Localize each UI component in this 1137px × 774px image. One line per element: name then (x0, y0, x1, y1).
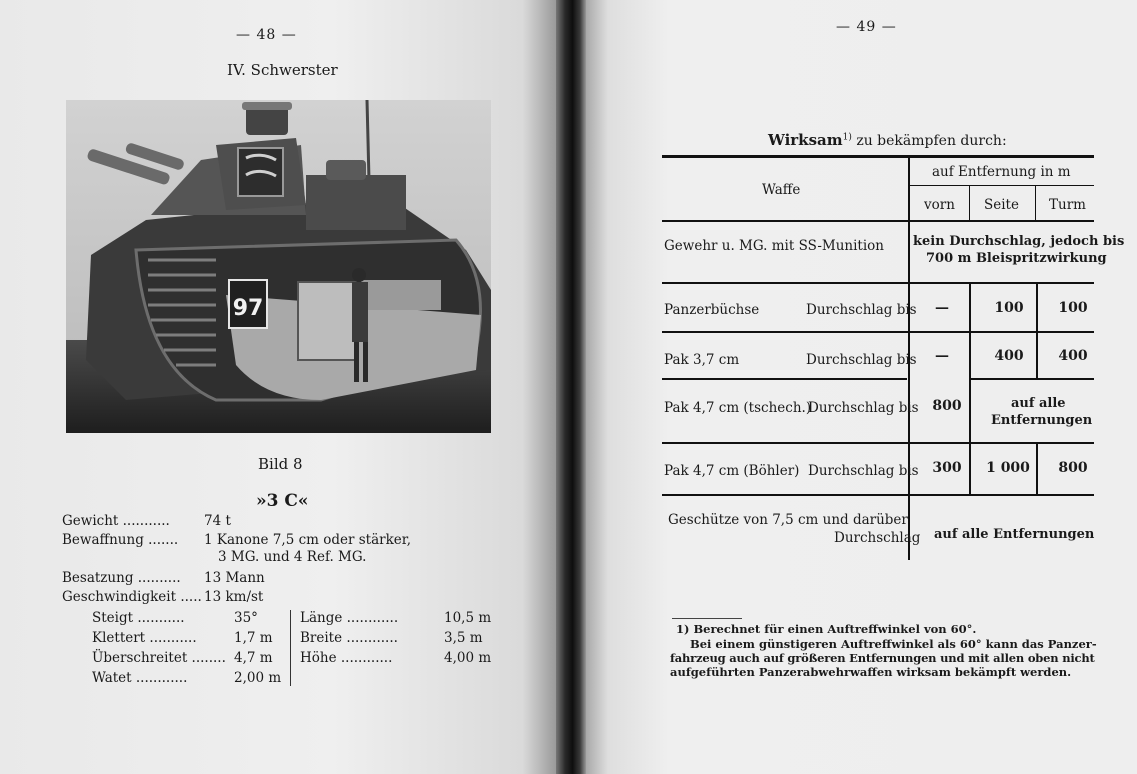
spec-length-value: 10,5 m (444, 610, 492, 626)
spec-crew-value: 13 Mann (204, 570, 265, 586)
row1-merged-line2: 700 m Bleispritzwirkung (926, 251, 1107, 266)
spec-climb: Steigt ........... (92, 610, 185, 626)
row2-effect: Durchschlag bis (806, 302, 917, 318)
header-seite: Seite (984, 197, 1019, 213)
row2-vorn: — (935, 300, 949, 316)
figure-caption: Bild 8 (258, 455, 303, 473)
spec-armament-value-2: 3 MG. und 4 Ref. MG. (218, 549, 367, 565)
col-rule-vorn-head (969, 186, 970, 222)
spec-length: Länge ............ (300, 610, 399, 626)
spec-speed: Geschwindigkeit ..... (62, 589, 202, 605)
spec-width-value: 3,5 m (444, 630, 483, 646)
row1-merged-line1: kein Durchschlag, jedoch bis (913, 234, 1125, 249)
row3-weapon: Pak 3,7 cm (664, 352, 740, 368)
footnote-line-3: fahrzeug auch auf größeren Entfernungen und mit allen oben nicht (670, 651, 1095, 665)
turret-number: 97 (232, 296, 264, 321)
row-rule-1 (662, 282, 1094, 284)
row2-turm: 100 (1058, 300, 1088, 316)
row3-seite: 400 (994, 348, 1024, 364)
spec-weight: Gewicht ........... (62, 513, 170, 529)
left-page (0, 0, 556, 774)
row-rule-3-partial (969, 378, 1094, 380)
row4-merged-line2: Entfernungen (991, 413, 1093, 428)
right-page (586, 0, 1137, 774)
page-number-right: — 49 — (836, 19, 897, 35)
header-vorn: vorn (924, 197, 955, 213)
row5-effect: Durchschlag bis (808, 463, 919, 479)
footnote-line-4: aufgeführten Panzerabwehrwaffen wirksam bekämpft werden. (670, 665, 1072, 679)
col-rule-seite-head (1035, 186, 1036, 222)
spec-step-value: 1,7 m (234, 630, 273, 646)
tank-illustration (66, 100, 491, 433)
header-distance-group: auf Entfernung in m (932, 164, 1071, 180)
row4-vorn: 800 (932, 398, 962, 414)
row5-turm: 800 (1058, 460, 1088, 476)
row5-vorn: 300 (932, 460, 962, 476)
spec-height: Höhe ............ (300, 650, 393, 666)
row-rule-4 (662, 442, 1094, 444)
row2-weapon: Panzerbüchse (664, 302, 760, 318)
spec-climb-value: 35° (234, 610, 258, 626)
spec-crew: Besatzung .......... (62, 570, 181, 586)
tank-photo (66, 100, 491, 433)
tank-title: »3 C« (256, 491, 309, 511)
spec-divider (290, 610, 291, 686)
book-gutter (556, 0, 586, 774)
row-rule-2 (662, 331, 1094, 333)
spec-height-value: 4,00 m (444, 650, 492, 666)
spec-step: Klettert ........... (92, 630, 197, 646)
spec-ford: Watet ............ (92, 670, 188, 686)
row6-merged: auf alle Entfernungen (934, 527, 1095, 542)
table-top-rule (662, 155, 1094, 158)
page-number-left: — 48 — (236, 27, 297, 43)
col-rule-seite-2 (1036, 444, 1038, 494)
spec-trench-value: 4,7 m (234, 650, 273, 666)
group-header-rule (908, 185, 1094, 186)
header-waffe: Waffe (762, 182, 801, 198)
col-rule-vorn (969, 284, 971, 442)
spec-speed-value: 13 km/st (204, 589, 264, 605)
row4-merged-line1: auf alle (1011, 396, 1066, 411)
row3-turm: 400 (1058, 348, 1088, 364)
spec-weight-value: 74 t (204, 513, 231, 529)
row3-vorn: — (935, 348, 949, 364)
row2-seite: 100 (994, 300, 1024, 316)
row5-seite: 1 000 (986, 460, 1030, 476)
spec-ford-value: 2,00 m (234, 670, 282, 686)
col-rule-seite (1036, 284, 1038, 380)
header-bottom-rule (662, 220, 1094, 222)
row4-effect: Durchschlag bis (808, 400, 919, 416)
table-heading: Wirksam$^{1)}$ zu bekämpfen durch: (768, 131, 1007, 149)
spec-trench: Überschreitet ........ (92, 650, 226, 666)
footnote-line-1: 1) Berechnet für einen Auftreffwinkel von 60°. (676, 622, 977, 636)
row5-weapon: Pak 4,7 cm (Böhler) (664, 463, 800, 479)
spec-armament: Bewaffnung ....... (62, 532, 179, 548)
spec-width: Breite ............ (300, 630, 398, 646)
spec-armament-value: 1 Kanone 7,5 cm oder stärker, (204, 532, 412, 548)
row-rule-5 (662, 494, 1094, 496)
header-turm: Turm (1049, 197, 1086, 213)
row6-weapon: Geschütze von 7,5 cm und darüber (668, 512, 908, 528)
row1-weapon: Gewehr u. MG. mit SS-Munition (664, 238, 884, 254)
section-heading: IV. Schwerster (227, 61, 338, 79)
row4-weapon: Pak 4,7 cm (tschech.) (664, 400, 812, 416)
col-rule-vorn-2 (969, 444, 971, 494)
row-rule-3 (662, 378, 907, 380)
row6-effect: Durchschlag (834, 530, 921, 546)
footnote-line-2: Bei einem günstigeren Auftreffwinkel als 60° kann das Panzer- (690, 637, 1097, 651)
row3-effect: Durchschlag bis (806, 352, 917, 368)
footnote-rule (672, 618, 742, 619)
